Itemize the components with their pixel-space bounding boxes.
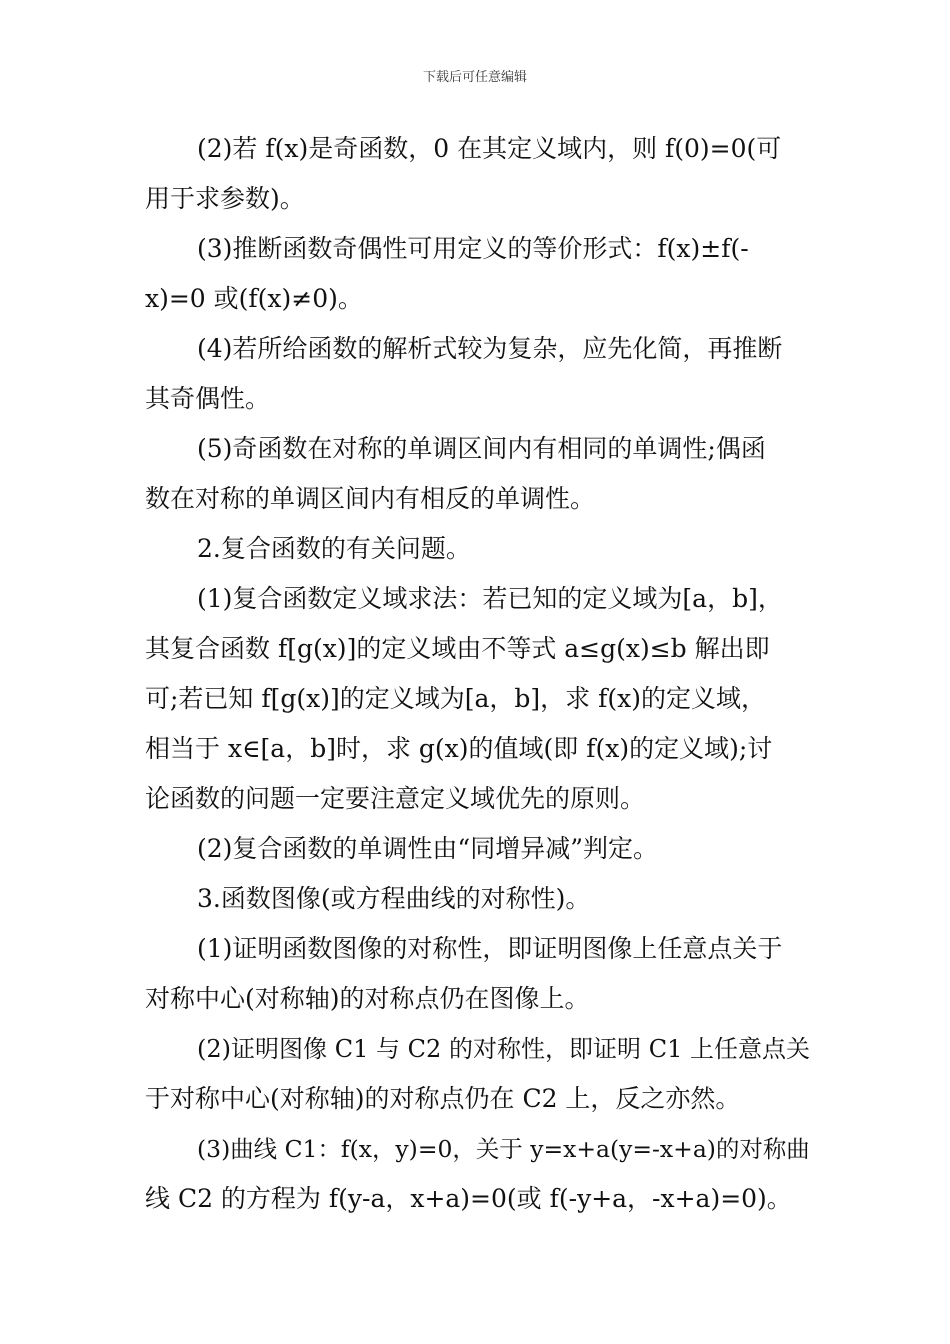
text-line: 3.函数图像(或方程曲线的对称性)。 [197,884,591,913]
text-line: 对称中心(对称轴)的对称点仍在图像上。 [145,984,590,1013]
text-line: 论函数的问题一定要注意定义域优先的原则。 [145,784,646,813]
text-line: (4)若所给函数的解析式较为复杂，应先化简，再推断 [197,334,783,363]
text-line: (3)曲线 C1：f(x，y)=0，关于 y=x+a(y=-x+a)的对称曲 [197,1135,810,1163]
text-line: 线 C2 的方程为 f(y-a，x+a)=0(或 f(-y+a，-x+a)=0)。 [145,1184,792,1213]
text-line: 相当于 x∈[a，b]时，求 g(x)的值域(即 f(x)的定义域);讨 [145,734,773,763]
text-line: x)=0 或(f(x)≠0)。 [145,284,363,313]
text-line: (2)复合函数的单调性由“同增异减”判定。 [197,834,658,863]
text-line: (2)若 f(x)是奇函数，0 在其定义域内，则 f(0)=0(可 [197,134,782,163]
text-line: 数在对称的单调区间内有相反的单调性。 [145,484,596,513]
text-line: 其复合函数 f[g(x)]的定义域由不等式 a≤g(x)≤b 解出即 [145,634,770,663]
text-line: (2)证明图像 C1 与 C2 的对称性，即证明 C1 上任意点关 [197,1035,810,1063]
text-line: 可;若已知 f[g(x)]的定义域为[a，b]，求 f(x)的定义域， [145,684,766,713]
text-line: (5)奇函数在对称的单调区间内有相同的单调性;偶函 [197,434,766,463]
document-body [145,124,810,1224]
text-line: 2.复合函数的有关问题。 [197,534,471,563]
page-header: 下载后可任意编辑 [422,70,527,85]
text-line: 用于求参数)。 [145,184,305,213]
text-line: (1)复合函数定义域求法：若已知的定义域为[a，b]， [197,584,783,613]
text-line: (1)证明函数图像的对称性，即证明图像上任意点关于 [197,934,783,963]
text-line: 其奇偶性。 [145,384,271,413]
text-line: 于对称中心(对称轴)的对称点仍在 C2 上，反之亦然。 [145,1084,741,1113]
text-line: (3)推断函数奇偶性可用定义的等价形式：f(x)±f(- [197,234,749,263]
